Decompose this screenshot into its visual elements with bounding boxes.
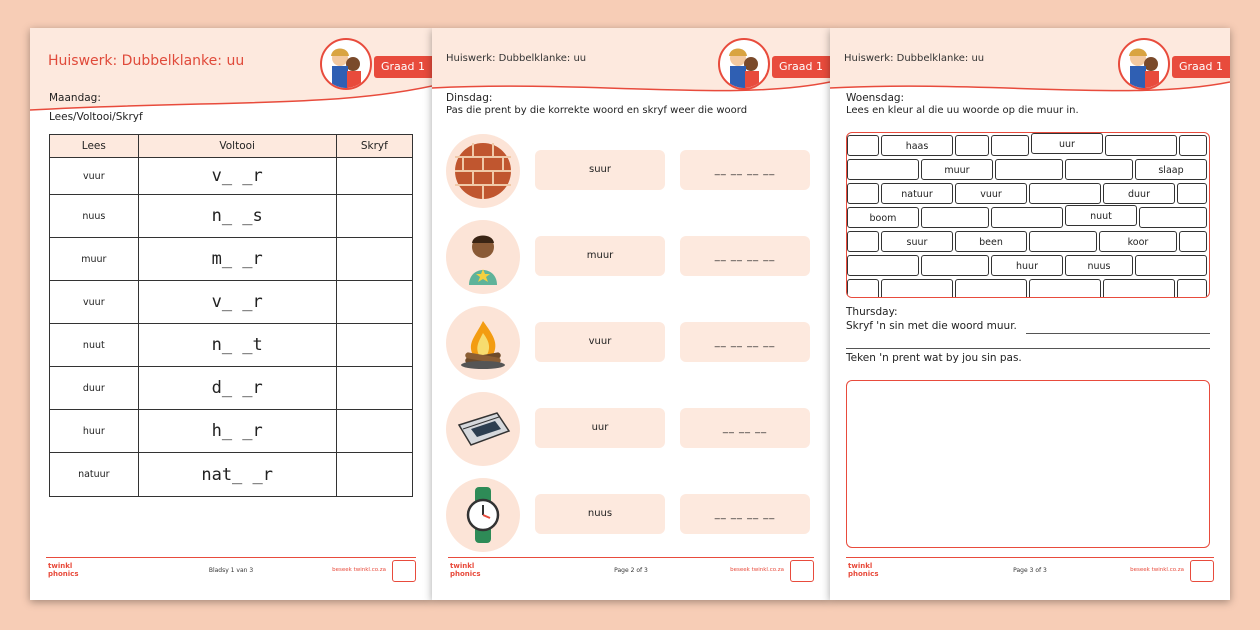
- word-cell: duur: [50, 367, 139, 410]
- table-row: [50, 158, 413, 195]
- word-cell: vuur: [50, 281, 139, 324]
- picture-circle[interactable]: [446, 306, 520, 380]
- brick[interactable]: [955, 279, 1027, 298]
- twinkl-logo: twinkl phonics: [48, 562, 79, 578]
- brick[interactable]: [955, 135, 989, 156]
- page-footer: [846, 557, 1214, 582]
- write-cell[interactable]: [336, 410, 412, 453]
- column-header-voltooi: Voltooi: [138, 135, 336, 158]
- brick[interactable]: [847, 159, 919, 180]
- brick-word[interactable]: boom: [847, 207, 919, 228]
- brick[interactable]: [991, 207, 1063, 228]
- footer-url[interactable]: beseek twinkl.co.za: [730, 567, 784, 573]
- brick-word[interactable]: natuur: [881, 183, 953, 204]
- brick[interactable]: [995, 159, 1063, 180]
- brick[interactable]: [1065, 159, 1133, 180]
- campfire-icon: [453, 313, 513, 373]
- brick[interactable]: [1139, 207, 1207, 228]
- page-title: Huiswerk: Dubbelklanke: uu: [844, 53, 985, 64]
- twinkl-logo: twinkl phonics: [848, 562, 879, 578]
- brick[interactable]: [847, 183, 879, 204]
- brick-word[interactable]: koor: [1099, 231, 1177, 252]
- twinkl-badge-icon: [392, 560, 416, 582]
- day-label: Woensdag:: [846, 92, 905, 104]
- brick[interactable]: [1177, 183, 1207, 204]
- brick-wall: [846, 132, 1210, 298]
- word-cell: muur: [50, 238, 139, 281]
- write-cell[interactable]: [336, 281, 412, 324]
- brick-word[interactable]: muur: [921, 159, 993, 180]
- picture-circle[interactable]: [446, 134, 520, 208]
- footer-url[interactable]: beseek twinkl.co.za: [1130, 567, 1184, 573]
- page-number: Page 2 of 3: [614, 567, 648, 574]
- brick[interactable]: [1029, 231, 1097, 252]
- brick[interactable]: [847, 255, 919, 276]
- draw-prompt: Teken 'n prent wat by jou sin pas.: [846, 352, 1022, 364]
- answer-line[interactable]: [846, 348, 1210, 349]
- brick-word[interactable]: slaap: [1135, 159, 1207, 180]
- picture-circle[interactable]: [446, 478, 520, 552]
- word-box[interactable]: vuur: [535, 322, 665, 362]
- cloze-cell[interactable]: n_ _s: [138, 195, 336, 238]
- brick[interactable]: [1029, 279, 1101, 298]
- brick[interactable]: [1135, 255, 1207, 276]
- word-cell: vuur: [50, 158, 139, 195]
- brick-word[interactable]: nuut: [1065, 205, 1137, 226]
- brick-word[interactable]: huur: [991, 255, 1063, 276]
- page-title: Huiswerk: Dubbelklanke: uu: [446, 53, 587, 64]
- day-label: Dinsdag:: [446, 92, 493, 104]
- write-cell[interactable]: [336, 158, 412, 195]
- footer-url[interactable]: beseek twinkl.co.za: [332, 567, 386, 573]
- answer-blanks[interactable]: __ __ __ __: [680, 494, 810, 534]
- children-avatar-icon: [718, 38, 770, 90]
- brick[interactable]: [1179, 135, 1207, 156]
- brick[interactable]: [991, 135, 1029, 156]
- cloze-cell[interactable]: h_ _r: [138, 410, 336, 453]
- brick[interactable]: [921, 255, 989, 276]
- write-cell[interactable]: [336, 453, 412, 497]
- picture-circle[interactable]: [446, 220, 520, 294]
- word-box[interactable]: suur: [535, 150, 665, 190]
- grade-badge: Graad 1: [1172, 56, 1230, 78]
- exercise-table: [49, 134, 413, 497]
- children-avatar-icon: [1118, 38, 1170, 90]
- table-row: [50, 281, 413, 324]
- answer-blanks[interactable]: __ __ __: [680, 408, 810, 448]
- column-header-lees: Lees: [50, 135, 139, 158]
- boy-icon: [453, 227, 513, 287]
- instruction-text: Pas die prent by die korrekte woord en skryf weer die woord: [446, 105, 748, 116]
- grade-badge: Graad 1: [374, 56, 432, 78]
- wristwatch-icon: [453, 485, 513, 545]
- page-footer: [46, 557, 416, 582]
- brick[interactable]: [1029, 183, 1101, 204]
- table-row: [50, 195, 413, 238]
- brick-word[interactable]: nuus: [1065, 255, 1133, 276]
- brick[interactable]: [847, 279, 879, 298]
- table-row: [50, 324, 413, 367]
- radio-icon: [453, 399, 513, 459]
- brick-word[interactable]: been: [955, 231, 1027, 252]
- worksheet-page-2: [432, 28, 830, 600]
- cloze-cell[interactable]: d_ _r: [138, 367, 336, 410]
- answer-blanks[interactable]: __ __ __ __: [680, 150, 810, 190]
- word-box[interactable]: nuus: [535, 494, 665, 534]
- brick-word[interactable]: suur: [881, 231, 953, 252]
- children-avatar-icon: [320, 38, 372, 90]
- picture-circle[interactable]: [446, 392, 520, 466]
- write-cell[interactable]: [336, 238, 412, 281]
- brick[interactable]: [1179, 231, 1207, 252]
- header-wave: [30, 28, 432, 118]
- page-number: Page 3 of 3: [1013, 567, 1047, 574]
- brick-word[interactable]: duur: [1103, 183, 1175, 204]
- brick-word[interactable]: vuur: [955, 183, 1027, 204]
- cloze-cell[interactable]: m_ _r: [138, 238, 336, 281]
- brick[interactable]: [1105, 135, 1177, 156]
- answer-line[interactable]: [1026, 333, 1210, 334]
- write-cell[interactable]: [336, 367, 412, 410]
- table-row: [50, 453, 413, 497]
- write-cell[interactable]: [336, 324, 412, 367]
- brick[interactable]: [881, 279, 953, 298]
- worksheet-page-1: [30, 28, 432, 600]
- page-number: Bladsy 1 van 3: [208, 567, 254, 574]
- twinkl-logo: twinkl phonics: [450, 562, 481, 578]
- brick[interactable]: [847, 231, 879, 252]
- table-row: [50, 238, 413, 281]
- word-cell: huur: [50, 410, 139, 453]
- brick-word[interactable]: uur: [1031, 133, 1103, 154]
- brick-wall-icon: [453, 141, 513, 201]
- table-row: [50, 410, 413, 453]
- instruction-text: Lees/Voltooi/Skryf: [49, 111, 143, 123]
- cloze-cell[interactable]: v_ _r: [138, 158, 336, 195]
- write-cell[interactable]: [336, 195, 412, 238]
- page-title: Huiswerk: Dubbelklanke: uu: [48, 53, 245, 69]
- sentence-prompt: Skryf 'n sin met die woord muur.: [846, 320, 1017, 332]
- table-row: [50, 367, 413, 410]
- brick-word[interactable]: haas: [881, 135, 953, 156]
- day-label: Maandag:: [49, 92, 101, 104]
- brick[interactable]: [1103, 279, 1175, 298]
- cloze-cell[interactable]: n_ _t: [138, 324, 336, 367]
- day-label-2: Thursday:: [846, 306, 898, 318]
- word-cell: natuur: [50, 453, 139, 497]
- word-box[interactable]: muur: [535, 236, 665, 276]
- grade-badge: Graad 1: [772, 56, 830, 78]
- answer-blanks[interactable]: __ __ __ __: [680, 236, 810, 276]
- cloze-cell[interactable]: v_ _r: [138, 281, 336, 324]
- twinkl-badge-icon: [790, 560, 814, 582]
- word-box[interactable]: uur: [535, 408, 665, 448]
- brick[interactable]: [1177, 279, 1207, 298]
- page-footer: [448, 557, 814, 582]
- brick[interactable]: [921, 207, 989, 228]
- answer-blanks[interactable]: __ __ __ __: [680, 322, 810, 362]
- twinkl-badge-icon: [1190, 560, 1214, 582]
- instruction-text: Lees en kleur al die uu woorde op die muur in.: [846, 105, 1079, 116]
- drawing-area[interactable]: [846, 380, 1210, 548]
- column-header-skryf: Skryf: [336, 135, 412, 158]
- cloze-cell[interactable]: nat_ _r: [138, 453, 336, 497]
- worksheet-page-3: [830, 28, 1230, 600]
- word-cell: nuut: [50, 324, 139, 367]
- brick[interactable]: [847, 135, 879, 156]
- word-cell: nuus: [50, 195, 139, 238]
